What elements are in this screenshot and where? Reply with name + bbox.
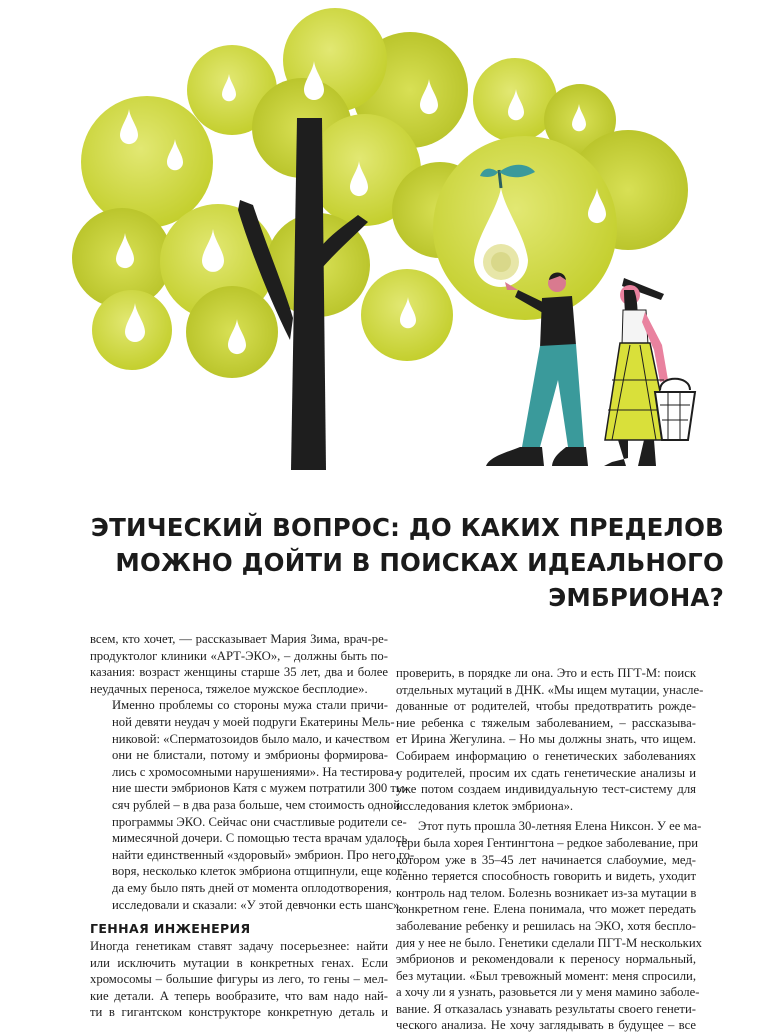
paragraph xyxy=(396,818,702,1034)
text-line: а хочу ли я узнать, разовьется ли у меня мамино заболе- xyxy=(396,985,700,1000)
paragraph xyxy=(396,665,704,814)
text-line: дованные от родителей, чтобы предотвратить рожде- xyxy=(396,699,696,714)
text-line: кие детали. А теперь вообразите, что вам надо най- xyxy=(90,988,388,1003)
text-line: или исключить мутации в конкретных генах. Если xyxy=(90,955,388,970)
text-line: исследовали и сказали: «У этой девчонки есть шанс». xyxy=(112,897,403,912)
text-line: неудачных переноса, тяжелое мужское бесплодие». xyxy=(90,681,368,696)
text-line: контроль над телом. Болезнь возникает из-за мутации в xyxy=(396,885,697,900)
article-column-1 xyxy=(90,631,415,1021)
tree-illustration xyxy=(0,0,768,480)
text-line: без мутации. «Был тревожный момент: меня спросили, xyxy=(396,968,696,983)
text-line: ти в гигантском конструкторе конкретную деталь и xyxy=(90,1005,388,1020)
text-line: Этот путь прошла 30-летняя Елена Никсон. У ее ма- xyxy=(418,819,702,834)
text-line: отдельных мутаций в ДНК. «Мы ищем мутации, унасле- xyxy=(396,682,704,697)
text-line: воря, несколько клеток эмбриона отщипнули, еще ког- xyxy=(112,864,407,879)
text-line: да ему было пять дней от момента оплодотворения, xyxy=(112,880,392,895)
paragraph xyxy=(90,938,388,1021)
tree-canopy xyxy=(72,8,688,378)
headline-line: ЭТИЧЕСКИЙ ВОПРОС: ДО КАКИХ ПРЕДЕЛОВ xyxy=(90,513,724,542)
paragraph xyxy=(90,631,388,697)
text-line: дия у нее не было. Генетики сделали ПГТ-М нескольких xyxy=(396,935,702,950)
text-line: продуктолог клиники «АРТ-ЭКО», – должны быть по- xyxy=(90,648,388,663)
text-line: они не блистали, потому и эмбрионы формирова- xyxy=(112,748,388,763)
headline-line: МОЖНО ДОЙТИ В ПОИСКАХ ИДЕАЛЬНОГО xyxy=(115,548,724,577)
text-line: вание. Я отказалась узнавать результаты своего генети- xyxy=(396,1001,696,1016)
text-line: Именно проблемы со стороны мужа стали причи- xyxy=(112,698,388,713)
text-line: ной девяти неудач у моей подруги Екатерины Мель- xyxy=(112,714,395,729)
text-line: ние ребенка с тяжелым заболеванием, – рассказыва- xyxy=(396,715,696,730)
text-line: ет Ирина Жегулина. – Но мы должны знать, что ищем. xyxy=(396,732,696,747)
text-line: заболевание ребенку и решилась на ЭКО, хотя беспло- xyxy=(396,918,696,933)
text-line: никовой: «Сперматозоидов было мало, и качеством xyxy=(112,731,390,746)
text-line: всем, кто хочет, — рассказывает Мария Зима, врач-ре- xyxy=(90,632,388,646)
text-line: котором уже в 35–45 лет начинается слабоумие, мед- xyxy=(396,852,696,867)
text-line: Иногда генетикам ставят задачу посерьезнее: найти xyxy=(90,939,388,954)
section-subheading: ГЕННАЯ ИНЖЕНЕРИЯ xyxy=(90,921,251,937)
text-line: ческого анализа. Не хочу заглядывать в будущее – все xyxy=(396,1018,696,1033)
text-line: казания: возраст женщины старше 35 лет, два и более xyxy=(90,665,388,680)
text-line: уже потом создаем индивидуальную тест-систему для xyxy=(396,782,696,797)
headline xyxy=(84,510,724,615)
woman-figure xyxy=(604,278,695,466)
text-line: у родителей, просим их сдать генетические анализы и xyxy=(396,765,696,780)
text-line: мимесячной дочери. С помощью теста врачам удалось xyxy=(112,831,408,846)
text-line: хромосомы – большие фигуры из лего, то гены – мел- xyxy=(90,972,388,987)
text-line: эмбрионов и рекомендовали к переносу нормальный, xyxy=(396,952,696,967)
text-line: сяч рублей – в два раза больше, чем стоимость одной xyxy=(112,797,401,812)
article-column-2 xyxy=(396,665,704,1034)
text-line: проверить, в порядке ли она. Это и есть ПГТ-М: поиск xyxy=(396,666,696,680)
text-line: тери была хорея Гентингтона – редкое заболевание, при xyxy=(396,835,698,850)
text-line: Собираем информацию о генетических заболеваниях xyxy=(396,748,696,763)
text-line: ленно теряется способность говорить и видеть, уходит xyxy=(396,869,696,884)
text-line: программы ЭКО. Сейчас они счастливые родители се- xyxy=(112,814,407,829)
headline-line: ЭМБРИОНА? xyxy=(548,583,724,612)
text-line: конкретном гене. Елена понимала, что может передать xyxy=(396,902,696,917)
paragraph xyxy=(90,697,415,913)
text-line: исследования клеток эмбриона». xyxy=(396,798,574,813)
text-line: найти единственный «здоровый» эмбрион. Про него го- xyxy=(112,847,415,862)
text-line: ние шести эмбрионов Катя с мужем потратили 300 ты- xyxy=(112,781,409,796)
text-line: лись с хромосомными нарушениями». На тестирова- xyxy=(112,764,399,779)
